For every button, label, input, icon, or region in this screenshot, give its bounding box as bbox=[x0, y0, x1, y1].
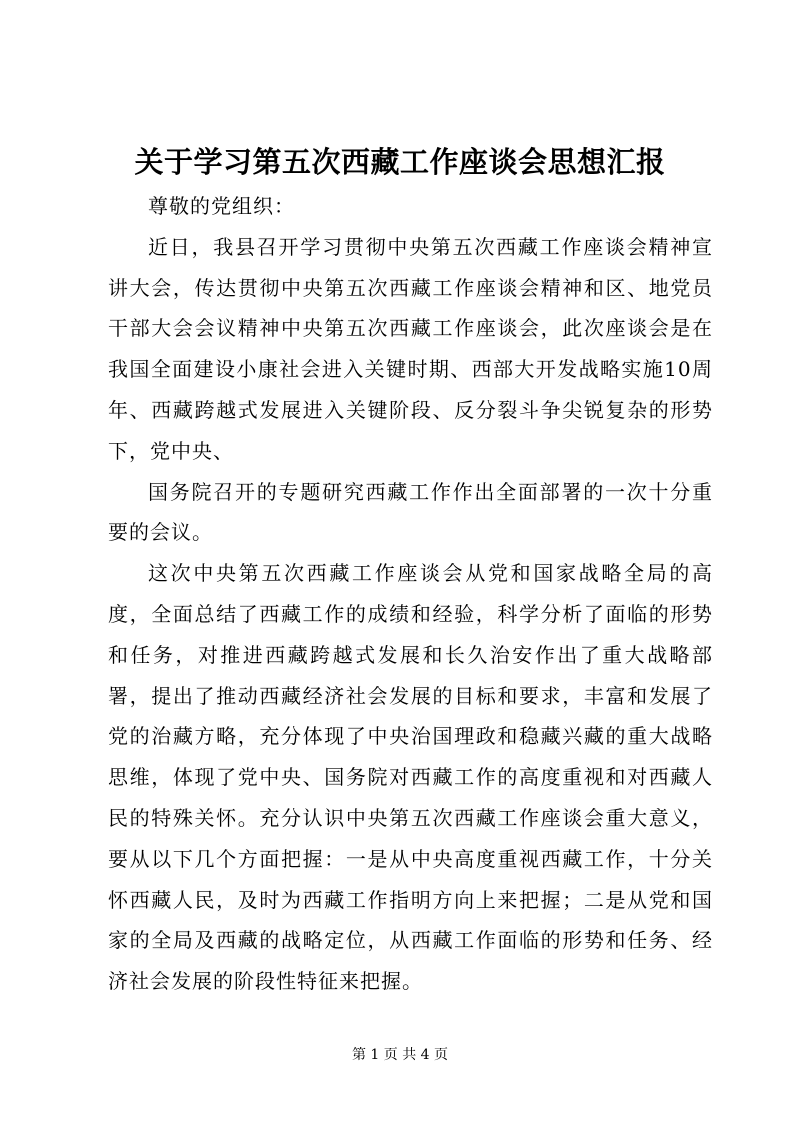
document-title: 关于学习第五次西藏工作座谈会思想汇报 bbox=[134, 145, 666, 179]
paragraph-1: 近日，我县召开学习贯彻中央第五次西藏工作座谈会精神宣讲大会，传达贯彻中央第五次西藏工作座谈会精神和区、地党员干部大会会议精神中央第五次西藏工作座谈会，此次座谈会是在我国全面建设小康社会进入关键时期、西部大开发战略实施10周年、西藏跨越式发展进入关键阶段、反分裂斗争尖锐复杂的形势下，党中央、 bbox=[108, 234, 713, 463]
paragraph-2: 国务院召开的专题研究西藏工作作出全面部署的一次十分重要的会议。 bbox=[108, 479, 713, 545]
page-footer: 第 1 页 共 4 页 bbox=[351, 1047, 449, 1063]
salutation: 尊敬的党组织： bbox=[148, 194, 295, 218]
document-body bbox=[108, 186, 713, 1002]
paragraph-3: 这次中央第五次西藏工作座谈会从党和国家战略全局的高度，全面总结了西藏工作的成绩和经验，科学分析了面临的形势和任务，对推进西藏跨越式发展和长久治安作出了重大战略部署，提出了推动西藏经济社会发展的目标和要求，丰富和发展了党的治藏方略，充分体现了中央治国理政和稳藏兴藏的重大战略思维，体现了党中央、国务院对西藏工作的高度重视和对西藏人民的特殊关怀。充分认识中央第五次西藏工作座谈会重大意义，要从以下几个方面把握：一是从中央高度重视西藏工作，十分关怀西藏人民，及时为西藏工作指明方向上来把握；二是从党和国家的全局及西藏的战略定位，从西藏工作面临的形势和任务、经济社会发展的阶段性特征来把握。 bbox=[108, 561, 713, 994]
